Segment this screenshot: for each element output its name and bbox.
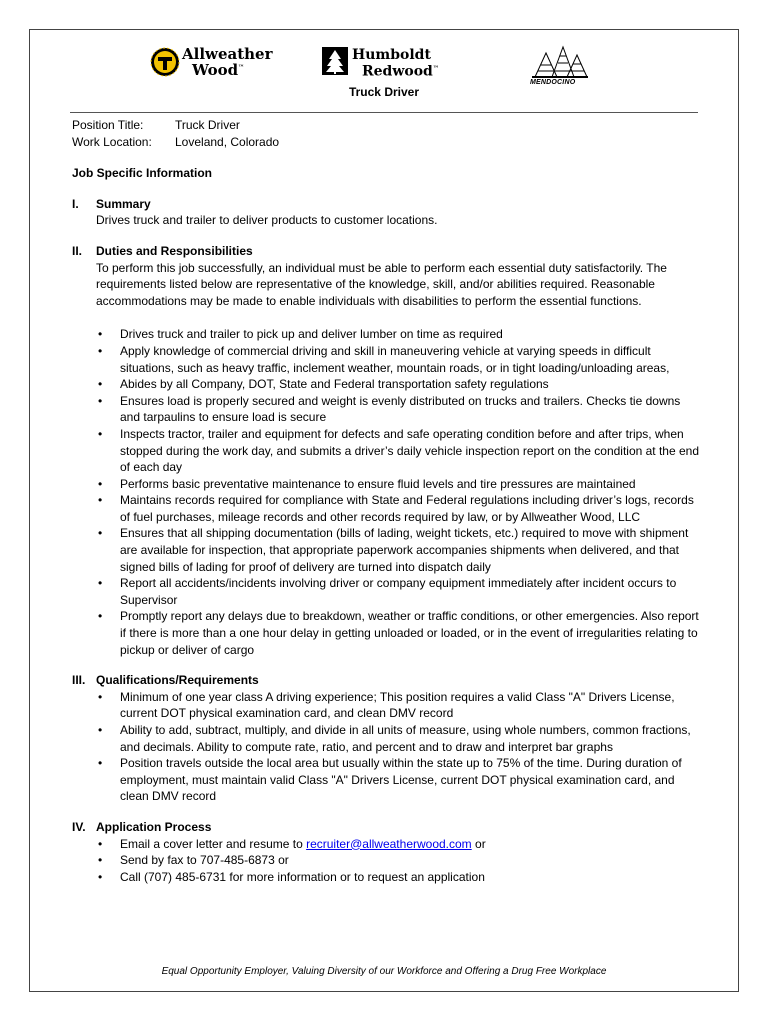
- list-item: • Apply knowledge of commercial driving and skill in maneuvering vehicle at varying speeds in difficult situations, such as heavy traffic, inclement weather, mountain roads, or in tight loading/unloading areas,: [98, 343, 670, 375]
- list-item: • Maintains records required for compliance with State and Federal regulations including driver’s logs, records of fuel purchases, mileage records and other records required by law, or by Allweather Wood, LLC: [98, 493, 694, 524]
- document-page: [29, 29, 739, 992]
- location-label: Work Location:: [72, 134, 152, 149]
- allweather-emblem-icon: [150, 47, 180, 77]
- list-item: • Send by fax to 707-485-6873 or: [98, 853, 289, 868]
- location-value: Loveland, Colorado: [175, 134, 280, 149]
- qualifications-list: [96, 689, 702, 805]
- list-item: • Call (707) 485-6731 for more information or to request an application: [98, 869, 485, 884]
- list-item: • Ensures load is properly secured and weight is evenly distributed on trucks and trailers. Checks tie downs and tarpaulins to ensure load is secure: [98, 393, 681, 425]
- list-item: • Email a cover letter and resume to recruiter@allweatherwood.com or: [98, 836, 486, 851]
- humboldt-redwood-logo: [322, 47, 439, 80]
- list-item: • Promptly report any delays due to breakdown, weather or traffic conditions, or other emergencies. Also report if there is more than a one hour delay in getting unloaded or loaded, or in the event of irregularities relating to pickup or deliver of cargo: [98, 609, 699, 657]
- summary-heading: Summary: [96, 196, 151, 211]
- allweather-wood-wordmark: Allweather Wood™: [182, 45, 273, 79]
- list-item: • Position travels outside the local area but usually within the state up to 75% of the time. During duration of employment, must maintain valid Class "A" Drivers License, current DOT physical examination card, and clean DMV record: [98, 756, 682, 804]
- qualifications-heading: Qualifications/Requirements: [96, 673, 259, 688]
- list-item: • Performs basic preventative maintenance to ensure fluid levels and tire pressures are maintained: [98, 476, 636, 491]
- allweather-wood-logo: [150, 45, 273, 82]
- position-row: [72, 117, 702, 134]
- qualifications-section: [72, 672, 702, 805]
- humboldt-redwood-wordmark: Humboldt Redwood™: [352, 47, 439, 80]
- summary-text: Drives truck and trailer to deliver products to customer locations.: [96, 213, 438, 228]
- position-label: Position Title:: [72, 118, 144, 132]
- list-item: • Ability to add, subtract, multiply, and divide in all units of measure, using whole numbers, common fractions, and decimals. Ability to compute rate, ratio, and percent and to draw and interpret bar graphs: [98, 723, 691, 754]
- duties-section: [72, 243, 702, 658]
- duties-heading: Duties and Responsibilities: [96, 243, 253, 258]
- location-row: [72, 134, 702, 151]
- application-section: [72, 819, 702, 885]
- list-item: • Ensures that all shipping documentation (bills of lading, weight tickets, etc.) required to move with shipment are available for inspection, that appropriate paperwork accompanies shipments when delivered, and that signed bills of lading for proof of delivery are turned into dispatch daily: [98, 526, 689, 574]
- mendocino-wordmark: MENDOCINO: [530, 79, 576, 86]
- application-heading: Application Process: [96, 819, 212, 834]
- section-number: I.: [72, 196, 79, 211]
- section-number: II.: [72, 243, 83, 258]
- summary-section: [72, 196, 702, 229]
- document-body: [72, 117, 702, 885]
- position-value: Truck Driver: [175, 118, 240, 132]
- mendocino-logo: [530, 45, 590, 84]
- title-divider: [70, 112, 698, 113]
- section-number: III.: [72, 673, 86, 688]
- list-item: • Minimum of one year class A driving experience; This position requires a valid Class "A" Drivers License, current DOT physical examination card, and clean DMV record: [98, 689, 675, 721]
- list-item: • Report all accidents/incidents involving driver or company equipment immediately after incident occurs to Supervisor: [98, 576, 677, 607]
- duties-list: [96, 326, 702, 658]
- application-list: [96, 836, 702, 886]
- eoe-footer: Equal Opportunity Employer, Valuing Diversity of our Workforce and Offering a Drug Free Workplace: [161, 966, 607, 977]
- recruiter-email-link[interactable]: recruiter@allweatherwood.com: [306, 836, 472, 851]
- list-item: • Abides by all Company, DOT, State and Federal transportation safety regulations: [98, 377, 549, 392]
- list-item: • Drives truck and trailer to pick up and deliver lumber on time as required: [98, 327, 503, 342]
- job-specific-heading: Job Specific Information: [72, 166, 213, 181]
- section-number: IV.: [72, 819, 86, 834]
- redwood-tree-icon: [322, 47, 348, 75]
- document-title: Truck Driver: [348, 85, 420, 99]
- mendocino-trees-icon: [530, 45, 590, 79]
- list-item: • Inspects tractor, trailer and equipment for defects and safe operating condition before and after trips, when stopped during the work day, and submits a driver’s daily vehicle inspection report on the condition at the end of each day: [98, 426, 700, 475]
- duties-intro: To perform this job successfully, an individual must be able to perform each essential duty satisfactorily. The requirements listed below are representative of the knowledge, skill, and/or abilities required. Reasonable accommodations may be made to enable individuals with disabilities to perform the essential functions.: [96, 260, 667, 308]
